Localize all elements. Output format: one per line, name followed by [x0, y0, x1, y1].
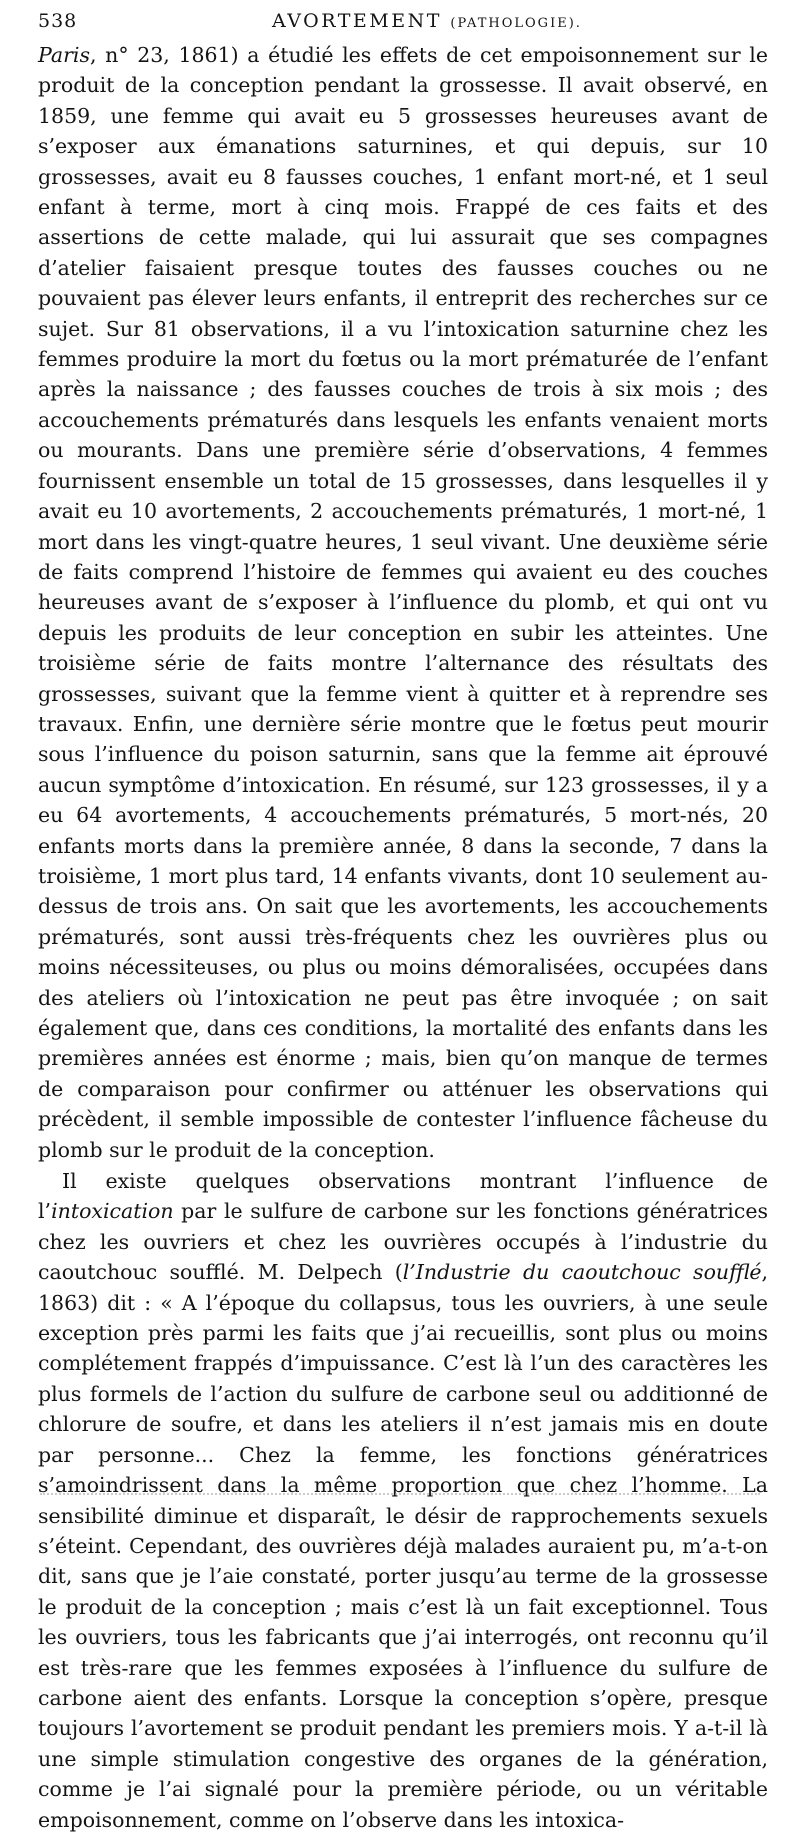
running-title: [272, 10, 582, 32]
running-title-subtitle: (PATHOLOGIE).: [450, 16, 582, 31]
running-header: [38, 2, 768, 40]
paragraph-2-part-4: l’Industrie du caoutchouc soufflé: [402, 1260, 762, 1285]
paragraph-2-part-1: Il existe quelques observations montrant l’influence de l’: [38, 1169, 768, 1224]
page-number: 538: [38, 10, 78, 32]
body-text: [38, 40, 768, 1835]
paragraph-2-part-5: , 1863) dit : « A l’époque du collapsus, tous les ouvriers, à une seule exception près parmi les faits que j’ai recueillis, sont plus ou moins complétement frappés d’impuissance. C’est là l’un des caractères les plus formels de l’action du sulfure de carbone seul ou additionné de chlorure de soufre, et dans les ateliers il n’est jamais mis en doute par personne... Chez la femme, les fonctions génératrices s’amoindrissent dans la même proportion que chez l’homme. La sensibilité diminue et disparaît, le désir de rapprochements sexuels s’éteint. Cependant, des ouvrières déjà malades auraient pu, m’a-t-on dit, sans que je l’aie constaté, porter jusqu’au terme de la grossesse le produit de la conception ; mais c’est là un fait exceptionnel. Tous les ouvriers, tous les fabricants que j’ai interrogés, ont reconnu qu’il est très-rare que les femmes exposées à l’influence du sulfure de carbone aient des enfants. Lorsque la conception s’opère, presque toujours l’avortement se produit pendant les premiers mois. Y a-t-il là une simple stimulation congestive des organes de la génération, comme je l’ai signalé pour la première période, ou un véritable empoisonnement, comme on l’observe dans les intoxica-: [38, 1260, 768, 1832]
paragraph-2: [38, 1166, 768, 1835]
paragraph-2-part-2: intoxication: [51, 1199, 174, 1224]
paragraph-1: [38, 40, 768, 1165]
paragraph-1-part-2: , n° 23, 1861) a étudié les effets de cet empoisonnement sur le produit de la conception pendant la grossesse. Il avait observé, en 1859, une femme qui avait eu 5 grossesses heureuses avant de s’exposer aux émanations saturnines, et qui depuis, sur 10 grossesses, avait eu 8 fausses couches, 1 enfant mort-né, et 1 seul enfant à terme, mort à cinq mois. Frappé de ces faits et des assertions de cette malade, qui lui assurait que ses compagnes d’atelier faisaient presque toutes des fausses couches ou ne pouvaient pas élever leurs enfants, il entreprit des recherches sur ce sujet. Sur 81 observations, il a vu l’intoxication saturnine chez les femmes produire la mort du fœtus ou la mort prématurée de l’enfant après la naissance ; des fausses couches de trois à six mois ; des accouchements prématurés dans lesquels les enfants venaient morts ou mourants. Dans une première série d’observations, 4 femmes fournissent ensemble un total de 15 grossesses, dans lesquelles il y avait eu 10 avortements, 2 accouchements prématurés, 1 mort-né, 1 mort dans les vingt-quatre heures, 1 seul vivant. Une deuxième série de faits comprend l’histoire de femmes qui avaient eu des couches heureuses avant de s’exposer à l’influence du plomb, et qui ont vu depuis les produits de leur conception en subir les atteintes. Une troisième série de faits montre l’alternance des résultats des grossesses, suivant que la femme vient à quitter et à reprendre ses travaux. Enfin, une dernière série montre que le fœtus peut mourir sous l’influence du poison saturnin, sans que la femme ait éprouvé aucun symptôme d’intoxication. En résumé, sur 123 grossesses, il y a eu 64 avortements, 4 accouchements prématurés, 5 mort-nés, 20 enfants morts dans la première année, 8 dans la seconde, 7 dans la troisième, 1 mort plus tard, 14 enfants vivants, dont 10 seulement au-dessus de trois ans. On sait que les avortements, les accouchements prématurés, sont aussi très-fréquents chez les ouvrières plus ou moins nécessiteuses, ou plus ou moins démoralisées, occupées dans des ateliers où l’intoxication ne peut pas être invoquée ; on sait également que, dans ces conditions, la mortalité des enfants dans les premières années est énorme ; mais, bien qu’on manque de termes de comparaison pour confirmer ou atténuer les observations qui précèdent, il semble impossible de contester l’influence fâcheuse du plomb sur le produit de la conception.: [38, 43, 768, 1162]
paragraph-1-part-1: Paris: [38, 43, 90, 67]
running-title-main: AVORTEMENT: [272, 10, 442, 32]
paragraph-2-part-3: par le sulfure de carbone sur les fonctions génératrices chez les ouvriers et chez les ouvrières occupés à l’industrie du caoutchouc soufflé. M. Delpech (: [38, 1199, 768, 1285]
footer-rule: [40, 1493, 760, 1495]
